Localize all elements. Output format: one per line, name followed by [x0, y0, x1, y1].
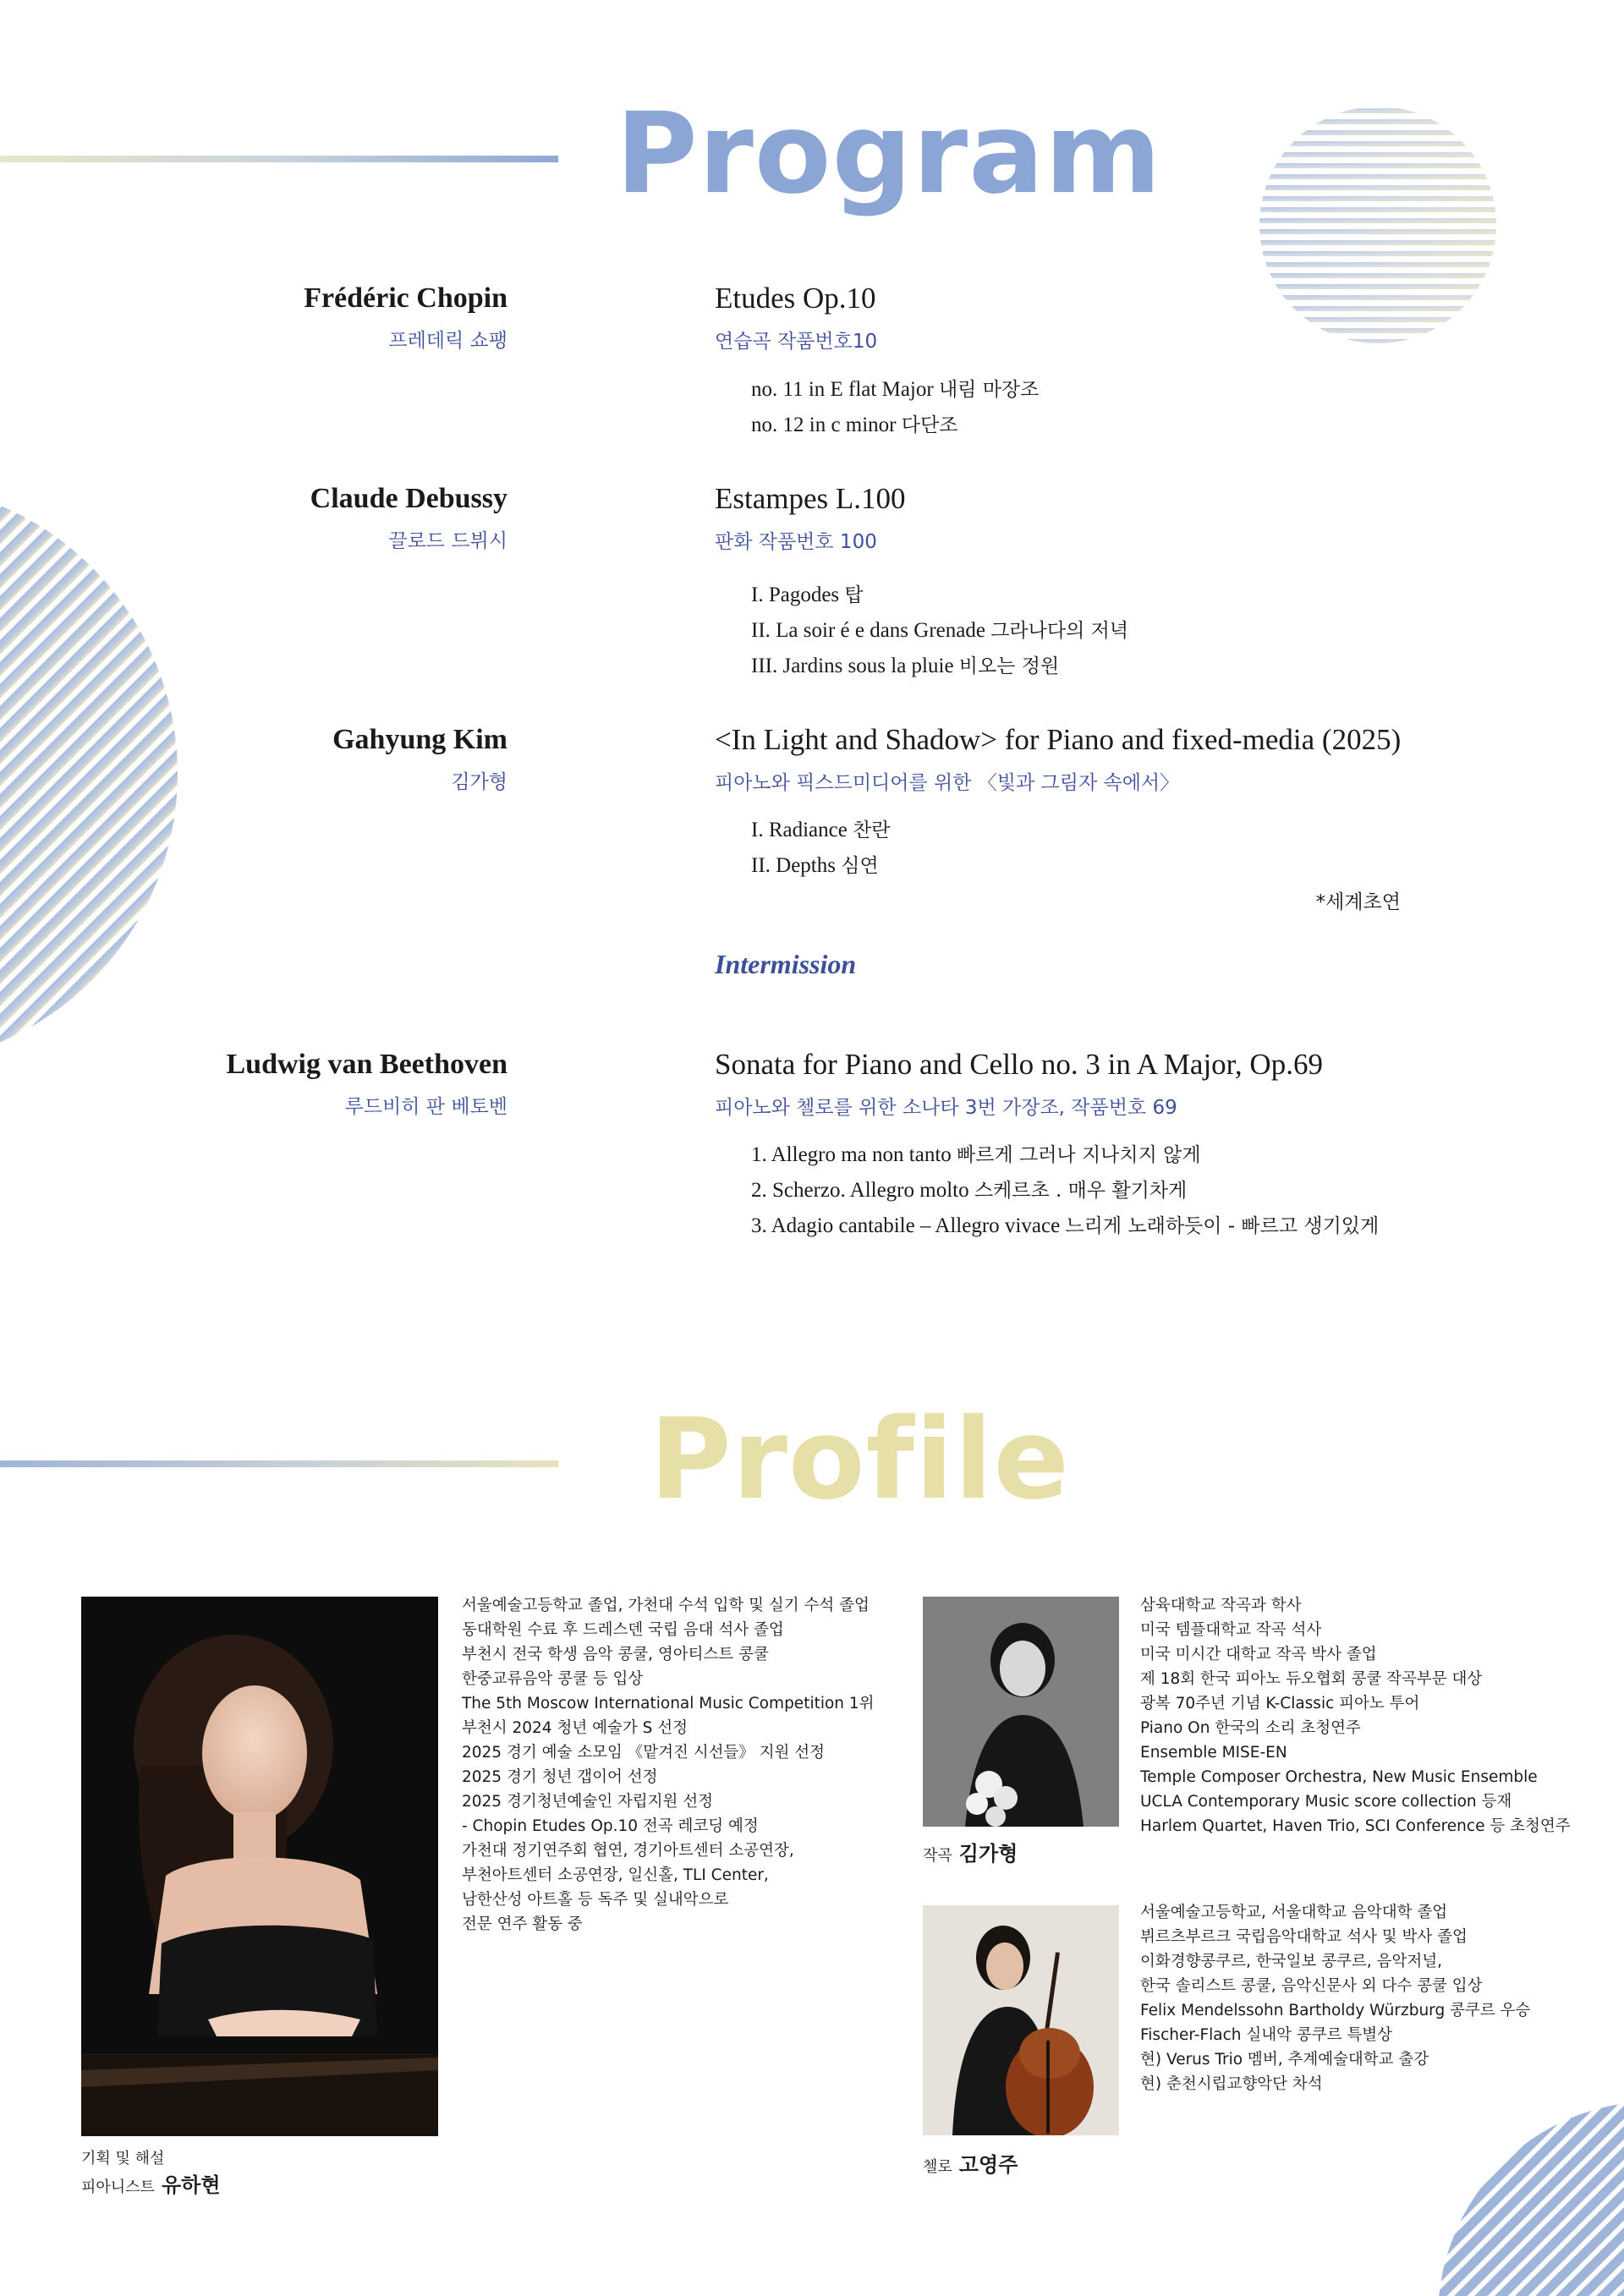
- composer-photo: [923, 1597, 1119, 1827]
- work-title-en: Etudes Op.10: [715, 282, 876, 315]
- movement-item: 1. Allegro ma non tanto 빠르게 그러나 지나치지 않게: [751, 1143, 1201, 1166]
- bio-line: 남한산성 아트홀 등 독주 및 실내악으로: [462, 1891, 729, 1909]
- movement-item: 3. Adagio cantabile – Allegro vivace 느리게 노래하듯이 - 빠르고 생기있게: [751, 1214, 1380, 1237]
- bio-line: 뷔르츠부르크 국립음악대학교 석사 및 박사 졸업: [1140, 1928, 1468, 1946]
- striped-circle-decoration-bottom: [1438, 2089, 1624, 2296]
- bio-line: The 5th Moscow International Music Competition 1위: [462, 1695, 875, 1712]
- bio-line: 현) Verus Trio 멤버, 추계예술대학교 출강: [1140, 2051, 1429, 2069]
- composer-caption: [923, 1837, 1018, 1866]
- program-header-line: [0, 156, 558, 162]
- profile-title: Profile: [650, 1395, 1070, 1525]
- striped-circle-decoration-left: [0, 486, 182, 1078]
- composer-debussy: [310, 483, 508, 553]
- bio-line: 2025 경기 청년 갭이어 선정: [462, 1768, 658, 1786]
- bio-line: Ensemble MISE-EN: [1140, 1744, 1287, 1762]
- pianist-caption: [81, 2146, 221, 2198]
- program-title: Program: [616, 89, 1162, 219]
- composer-beethoven: [227, 1049, 508, 1119]
- composer-name-ko: 김가형: [451, 771, 508, 793]
- pianist-bio: [462, 1593, 875, 1937]
- work-in-light-and-shadow: [715, 723, 1401, 795]
- bio-line: Temple Composer Orchestra, New Music Ensemble: [1140, 1768, 1538, 1786]
- work-etudes: [715, 282, 877, 353]
- work-title-ko: 판화 작품번호 100: [715, 531, 877, 553]
- bio-line: 이화경향콩쿠르, 한국일보 콩쿠르, 음악저널,: [1140, 1953, 1442, 1970]
- bio-line: 제 18회 한국 피아노 듀오협회 콩쿨 작곡부문 대상: [1140, 1670, 1483, 1688]
- bio-line: 2025 경기청년예술인 자립지원 선정: [462, 1793, 714, 1811]
- bio-line: 전문 연주 활동 중: [462, 1915, 583, 1933]
- work-title-en: Estampes L.100: [715, 482, 906, 515]
- composer-bio: [1140, 1593, 1571, 1838]
- movement-item: I. Pagodes 탑: [751, 584, 864, 606]
- pianist-photo: [81, 1597, 438, 2136]
- bio-line: 미국 미시간 대학교 작곡 박사 졸업: [1140, 1646, 1377, 1663]
- cellist-photo: [923, 1905, 1119, 2135]
- caption-role: 피아니스트: [81, 2178, 155, 2196]
- bio-line: 부천시 전국 학생 음악 콩쿨, 영아티스트 콩쿨: [462, 1646, 769, 1663]
- bio-line: Fischer-Flach 실내악 콩쿠르 특별상: [1140, 2026, 1392, 2044]
- composer-name-ko: 끌로드 드뷔시: [388, 530, 508, 552]
- movement-item: no. 12 in c minor 다단조: [751, 414, 958, 436]
- work-title-ko: 연습곡 작품번호10: [715, 331, 878, 353]
- composer-name-en: Gahyung Kim: [332, 724, 508, 755]
- movement-item: II. La soir é e dans Grenade 그라나다의 저녁: [751, 619, 1129, 642]
- intermission-label: Intermission: [715, 949, 857, 979]
- caption-role: 첼로: [923, 2158, 952, 2176]
- bio-line: 부천시 2024 청년 예술가 S 선정: [462, 1719, 688, 1737]
- movement-list: [751, 372, 1039, 443]
- movement-list: [751, 813, 891, 884]
- composer-name-en: Ludwig van Beethoven: [226, 1049, 508, 1080]
- profile-header-line: [0, 1460, 558, 1467]
- movement-item: 2. Scherzo. Allegro molto 스케르초 . 매우 활기차게: [751, 1179, 1188, 1202]
- work-title-ko: 피아노와 첼로를 위한 소나타 3번 가장조, 작품번호 69: [715, 1097, 1177, 1119]
- caption-name: 유하현: [161, 2173, 221, 2197]
- bio-line: 광복 70주년 기념 K-Classic 피아노 투어: [1140, 1695, 1420, 1712]
- bio-line: UCLA Contemporary Music score collection 등재: [1140, 1793, 1512, 1811]
- cellist-bio: [1140, 1900, 1530, 2096]
- bio-line: 현) 춘천시립교향악단 차석: [1140, 2075, 1323, 2093]
- bio-line: 가천대 정기연주회 협연, 경기아트센터 소공연장,: [462, 1842, 794, 1860]
- work-title-en: Sonata for Piano and Cello no. 3 in A Major, Op.69: [715, 1048, 1323, 1081]
- world-premiere-note: *세계초연: [1315, 891, 1401, 913]
- movement-list: [751, 578, 1128, 684]
- bio-line: 서울예술고등학교, 서울대학교 음악대학 졸업: [1140, 1904, 1448, 1921]
- work-cello-sonata: [715, 1048, 1323, 1120]
- cellist-caption: [923, 2148, 1018, 2178]
- work-title-ko: 피아노와 픽스드미디어를 위한 〈빛과 그림자 속에서〉: [715, 772, 1180, 794]
- caption-name: 김가형: [958, 1842, 1018, 1866]
- bio-line: 서울예술고등학교 졸업, 가천대 수석 입학 및 실기 수석 졸업: [462, 1597, 870, 1614]
- bio-line: 2025 경기 예술 소모임 《맡겨진 시선들》 지원 선정: [462, 1744, 826, 1762]
- bio-line: 부천아트센터 소공연장, 일신홀, TLI Center,: [462, 1866, 769, 1884]
- composer-name-ko: 루드비히 판 베토벤: [344, 1096, 508, 1118]
- bio-line: Harlem Quartet, Haven Trio, SCI Conference 등 초청연주: [1140, 1817, 1571, 1835]
- bio-line: 삼육대학교 작곡과 학사: [1140, 1597, 1302, 1614]
- bio-line: - Chopin Etudes Op.10 전곡 레코딩 예정: [462, 1817, 759, 1835]
- composer-chopin: [304, 282, 508, 353]
- movement-list: [751, 1137, 1379, 1244]
- bio-line: 한중교류음악 콩쿨 등 입상: [462, 1670, 644, 1688]
- striped-circle-decoration-top: [1256, 103, 1500, 347]
- bio-line: 동대학원 수료 후 드레스덴 국립 음대 석사 졸업: [462, 1621, 784, 1639]
- bio-line: Felix Mendelssohn Bartholdy Würzburg 콩쿠르 우승: [1140, 2002, 1531, 2019]
- bio-line: Piano On 한국의 소리 초청연주: [1140, 1719, 1361, 1737]
- caption-name: 고영주: [958, 2153, 1018, 2177]
- composer-kim: [332, 724, 508, 794]
- movement-item: III. Jardins sous la pluie 비오는 정원: [751, 655, 1060, 677]
- work-estampes: [715, 482, 906, 554]
- composer-name-en: Frédéric Chopin: [304, 282, 508, 314]
- caption-role: 작곡: [923, 1847, 952, 1865]
- composer-name-ko: 프레데릭 쇼팽: [388, 330, 508, 352]
- caption-line: 기획 및 해설: [81, 2150, 165, 2167]
- movement-item: no. 11 in E flat Major 내림 마장조: [751, 378, 1040, 401]
- movement-item: I. Radiance 찬란: [751, 819, 891, 841]
- bio-line: 한국 솔리스트 콩쿨, 음악신문사 외 다수 콩쿨 입상: [1140, 1977, 1483, 1995]
- bio-line: 미국 템플대학교 작곡 석사: [1140, 1621, 1322, 1639]
- movement-item: II. Depths 심연: [751, 854, 879, 877]
- work-title-en: <In Light and Shadow> for Piano and fixed-media (2025): [715, 723, 1402, 756]
- composer-name-en: Claude Debussy: [310, 483, 508, 514]
